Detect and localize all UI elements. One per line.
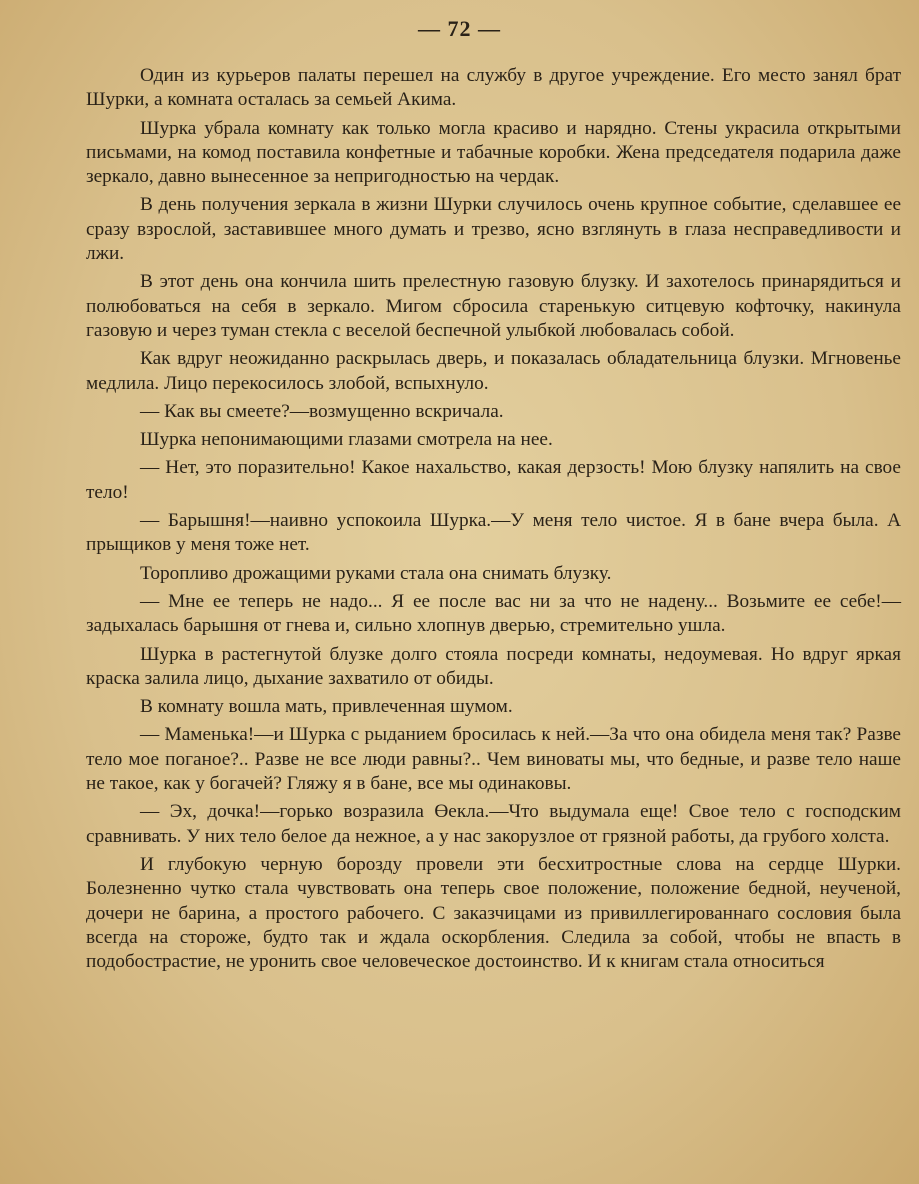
paragraph: В день получения зеркала в жизни Шурки случилось очень крупное событие, сделавшее ее сразу взрослой, заставившее много думать и трезво, ясно взглянуть в глаза несправедливости и лжи. xyxy=(86,194,901,265)
paragraph: — Эх, дочка!—горько возразила Өекла.—Что выдумала еще! Свое тело с господским сравнивать. У них тело белое да нежное, а у нас закорузлое от грязной работы, да грубого холста. xyxy=(86,801,901,847)
paragraph: И глубокую черную борозду провели эти бесхитростные слова на сердце Шурки. Болезненно чутко стала чувствовать она теперь свое положение, положение бедной, неученой, дочери не барина, а простого рабочего. С заказчицами из привиллегированнаго сословия была всегда на стороже, будто так и ждала оскорбления. Следила за собой, чтобы не впасть в подобострастие, не уронить свое человеческое достоинство. И к книгам стала относиться xyxy=(86,853,901,973)
paragraph: В комнату вошла мать, привлеченная шумом. xyxy=(140,696,513,718)
paragraph: — Нет, это поразительно! Какое нахальство, какая дерзость! Мою блузку напялить на свое тело! xyxy=(86,457,901,503)
paragraph: — Барышня!—наивно успокоила Шурка.—У меня тело чистое. Я в бане вчера была. А прыщиков у меня тоже нет. xyxy=(86,510,901,556)
paragraph: Шурка убрала комнату как только могла красиво и нарядно. Стены украсила открытыми письмами, на комод поставила конфетные и табачные коробки. Жена председателя подарила даже зеркало, давно вынесенное за непригодностью на чердак. xyxy=(86,117,901,188)
paragraph: Торопливо дрожащими руками стала она снимать блузку. xyxy=(140,562,612,584)
paragraph: Один из курьеров палаты перешел на службу в другое учреждение. Его место занял брат Шурки, а комната осталась за семьей Акима. xyxy=(86,65,901,111)
paragraph: Шурка непонимающими глазами смотрела на нее. xyxy=(140,429,553,451)
paragraph: — Мне ее теперь не надо... Я ее после вас ни за что не надену... Возьмите ее себе!—задыхалась барышня от гнева и, сильно хлопнув дверью, стремительно ушла. xyxy=(86,590,901,637)
paragraph: Шурка в растегнутой блузке долго стояла посреди комнаты, недоумевая. Но вдруг яркая краска залила лицо, дыхание захватило от обиды. xyxy=(86,643,901,689)
paragraph: — Как вы смеете?—возмущенно вскричала. xyxy=(140,400,504,422)
body-text xyxy=(86,64,901,978)
paragraph: В этот день она кончила шить прелестную газовую блузку. И захотелось принарядиться и полюбоваться на себя в зеркало. Мигом сбросила старенькую ситцевую кофточку, накинула газовую и через туман стекла с веселой беспечной улыбкой любовалась собой. xyxy=(86,271,901,341)
page-number: — 72 — xyxy=(418,16,501,41)
paragraph: Как вдруг неожиданно раскрылась дверь, и показалась обладательница блузки. Мгновенье медлила. Лицо перекосилось злобой, вспыхнуло. xyxy=(86,348,901,394)
paragraph: — Маменька!—и Шурка с рыданием бросилась к ней.—За что она обидела меня так? Разве тело мое поганое?.. Разве не все люди равны?.. Чем виноваты мы, что бедные, и разве тело наше не такое, как у богачей? Гляжу я в бане, все мы одинаковы. xyxy=(86,724,901,795)
